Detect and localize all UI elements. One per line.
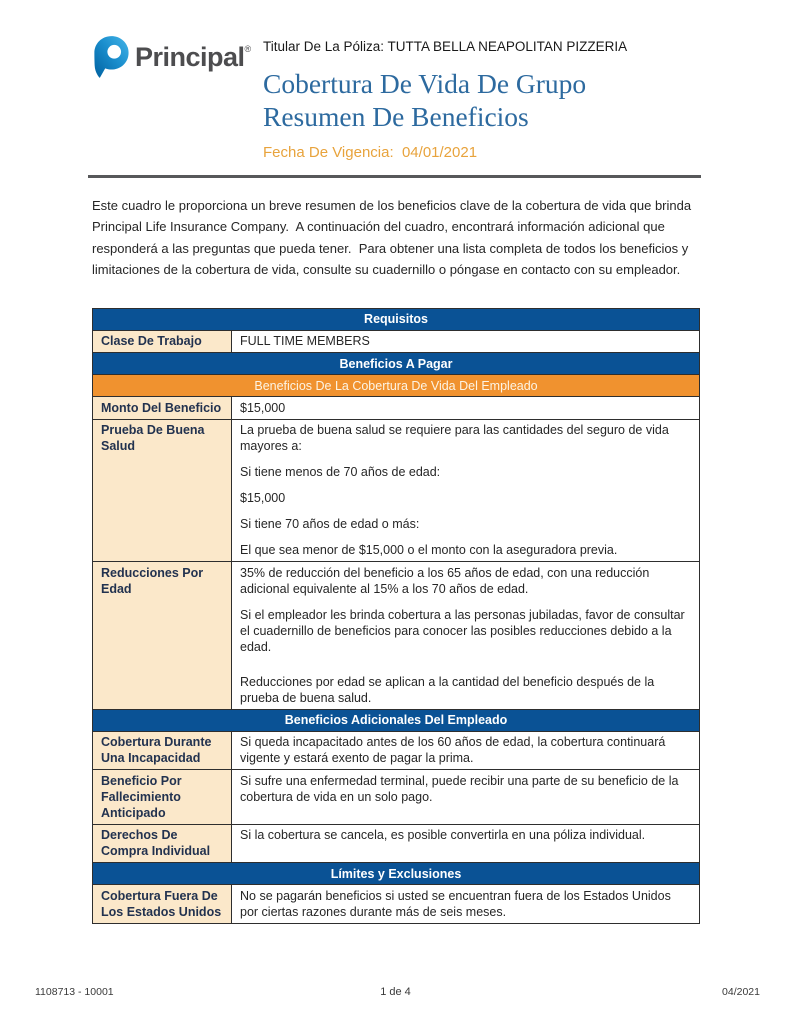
paragraph: La prueba de buena salud se requiere para las cantidades del seguro de vida mayores a: — [240, 423, 669, 453]
row-label: Derechos De Compra Individual — [93, 824, 232, 863]
row-value: $15,000 — [232, 397, 700, 420]
row-label: Cobertura Durante Una Incapacidad — [93, 731, 232, 770]
header-divider — [88, 175, 701, 178]
table-row — [93, 397, 700, 420]
paragraph: Si tiene 70 años de edad o más: — [240, 517, 420, 531]
footer-date: 04/2021 — [722, 986, 760, 998]
intro-paragraph: Este cuadro le proporciona un breve resumen de los beneficios clave de la cobertura de vida que brinda Principal Life Insurance Company. A continuación del cuadro, encontrará información adicional que responderá a las preguntas que pueda tener. Para obtener una lista completa de todos los beneficios y limitaciones de la cobertura de vida, consulte su cuadernillo o póngase en contacto con su empleador. — [92, 197, 695, 277]
table-row — [93, 824, 700, 863]
section-header-requisitos: Requisitos — [93, 308, 700, 330]
section-header-beneficios-a-pagar: Beneficios A Pagar — [93, 353, 700, 375]
row-label: Prueba De Buena Salud — [93, 419, 232, 562]
row-label: Cobertura Fuera De Los Estados Unidos — [93, 885, 232, 924]
table-row — [93, 770, 700, 825]
row-value: FULL TIME MEMBERS — [232, 330, 700, 353]
paragraph: Si tiene menos de 70 años de edad: — [240, 465, 441, 479]
principal-logo-icon — [92, 35, 130, 79]
document-title-line2: Resumen De Beneficios — [263, 101, 529, 132]
document-title — [263, 67, 701, 133]
row-value: Si queda incapacitado antes de los 60 años de edad, la cobertura continuará vigente y estará exento de pagar la prima. — [232, 731, 700, 770]
row-value: Si sufre una enfermedad terminal, puede recibir una parte de su beneficio de la cobertura de vida en un solo pago. — [232, 770, 700, 825]
row-value: No se pagarán beneficios si usted se encuentran fuera de los Estados Unidos por ciertas razones durante más de seis meses. — [232, 885, 700, 924]
table-section-header — [93, 308, 700, 330]
table-row — [93, 330, 700, 353]
principal-logo-text: Principal® — [135, 41, 251, 72]
table-row — [93, 419, 700, 562]
section-header-limites-exclusiones: Límites y Exclusiones — [93, 863, 700, 885]
row-label: Clase De Trabajo — [93, 330, 232, 353]
section-header-beneficios-adicionales: Beneficios Adicionales Del Empleado — [93, 709, 700, 731]
page-footer — [0, 986, 791, 1000]
row-value: Si la cobertura se cancela, es posible convertirla en una póliza individual. — [232, 824, 700, 863]
effective-date: Fecha De Vigencia: 04/01/2021 — [263, 144, 478, 161]
table-section-header — [93, 709, 700, 731]
row-value — [232, 562, 700, 710]
document-header — [92, 33, 701, 161]
policy-holder: Titular De La Póliza: TUTTA BELLA NEAPOLITAN PIZZERIA — [263, 39, 628, 54]
principal-logo — [92, 33, 263, 79]
footer-page-number: 1 de 4 — [380, 986, 411, 998]
row-label: Beneficio Por Fallecimiento Anticipado — [93, 770, 232, 825]
paragraph: Reducciones por edad se aplican a la cantidad del beneficio después de la prueba de buena salud. — [240, 674, 655, 705]
paragraph: Si el empleador les brinda cobertura a las personas jubiladas, favor de consultar el cuadernillo de beneficios para conocer las posibles reducciones debido a la edad. — [240, 607, 685, 654]
footer-form-number: 1108713 - 10001 — [35, 986, 114, 998]
table-section-header — [93, 353, 700, 375]
paragraph: El que sea menor de $15,000 o el monto con la aseguradora previa. — [240, 543, 618, 557]
table-section-header — [93, 863, 700, 885]
paragraph: 35% de reducción del beneficio a los 65 años de edad, con una reducción adicional equivalente al 15% a los 70 años de edad. — [240, 565, 650, 596]
row-label: Reducciones Por Edad — [93, 562, 232, 710]
registered-mark: ® — [244, 43, 251, 54]
benefits-table — [92, 308, 700, 924]
row-value — [232, 419, 700, 562]
row-label: Monto Del Beneficio — [93, 397, 232, 420]
title-block — [263, 33, 701, 161]
section-header-beneficios-cobertura-vida-empleado: Beneficios De La Cobertura De Vida Del Empleado — [93, 375, 700, 397]
table-row — [93, 562, 700, 710]
paragraph: $15,000 — [240, 491, 286, 505]
table-row — [93, 885, 700, 924]
table-row — [93, 731, 700, 770]
document-title-line1: Cobertura De Vida De Grupo — [263, 68, 587, 99]
table-section-header — [93, 375, 700, 397]
